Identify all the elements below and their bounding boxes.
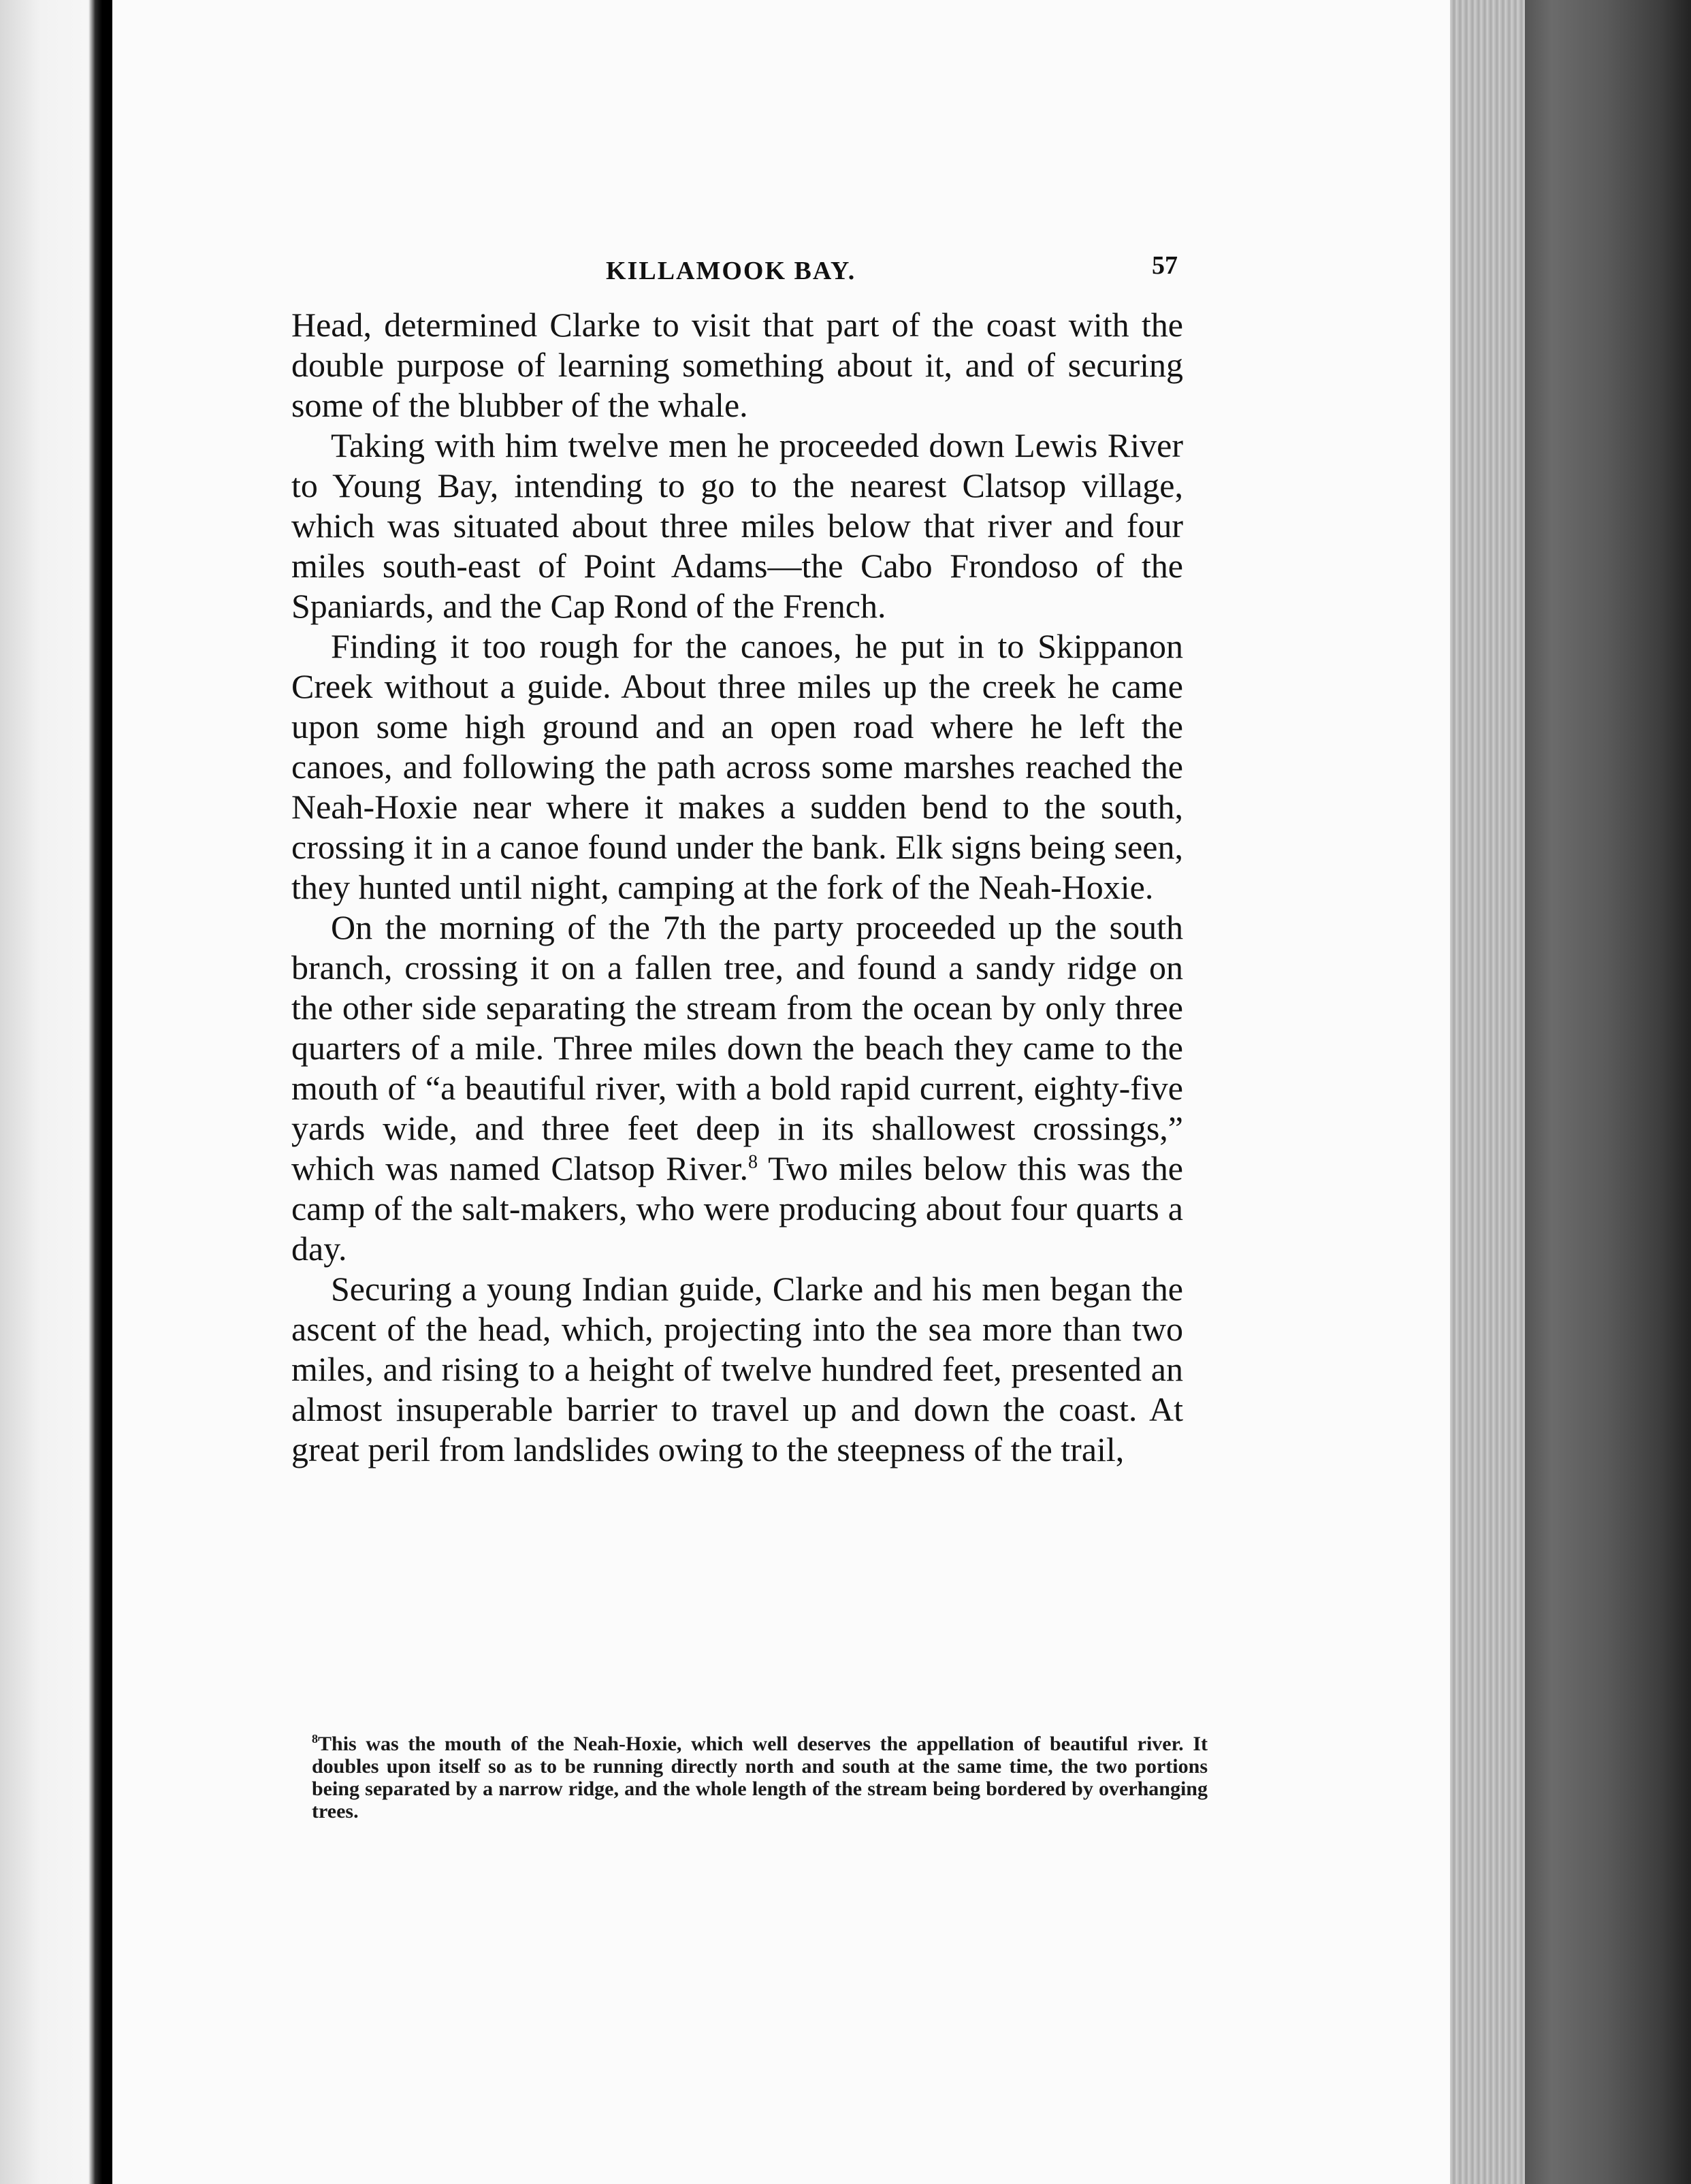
body-text [291,305,1183,1470]
facing-page-edge [0,0,102,2184]
paragraph-text: Two miles below this was the camp of the salt-makers, who were producing about four quarts a day. [291,1149,1184,1268]
paragraph: Finding it too rough for the canoes, he put in to Skippanon Creek without a guide. About three miles up the creek he came upon some high ground and an open road where he left the canoes, and following the path across some marshes reached the Neah-Hoxie near where it makes a sudden bend to the south, crossing it in a canoe found under the bank. Elk signs being seen, they hunted until night, camping at the fork of the Neah-Hoxie. [291,627,1183,906]
paragraph: Securing a young Indian guide, Clarke and his men began the ascent of the head, which, projecting into the sea more than two miles, and rising to a height of twelve hundred feet, presented an almost insuperable barrier to travel up and down the coast. At great peril from landslides owing to the steepness of the trail, [291,1270,1183,1468]
footnote-text: This was the mouth of the Neah-Hoxie, which well deserves the appellation of beautiful river. It doubles upon itself so as to be running directly north and south at the same time, the two portions being separated by a narrow ridge, and the whole length of the stream being bordered by overhanging trees. [312,1733,1208,1822]
footnote [312,1733,1208,1822]
paragraph: Taking with him twelve men he proceeded down Lewis River to Young Bay, intending to go to the nearest Clatsop village, which was situated about three miles below that river and four miles south-east of Point Adams—the Cabo Frondoso of the Spaniards, and the Cap Rond of the French. [291,426,1183,625]
running-head: KILLAMOOK BAY. [606,257,856,285]
page-header [293,251,1178,291]
book-cover-edge [1525,0,1691,2184]
page-number: 57 [1152,251,1178,280]
paragraph [291,908,1183,1269]
paragraph-text: On the morning of the 7th the party proceeded up the south branch, crossing it on a fallen tree, and found a sandy ridge on the other side separating the stream from the ocean by only three quarters of a mile. Three miles down the beach they came to the mouth of “a beautiful river, with a bold rapid current, eighty-five yards wide, and three feet deep in its shallowest crossings,” which was named Clatsop River. [291,908,1183,1187]
footnote-mark: 8 [312,1732,318,1746]
paragraph: Head, determined Clarke to visit that part of the coast with the double purpose of learning something about it, and of securing some of the blubber of the whale. [291,306,1183,424]
page-edges [1450,0,1525,2184]
footnote-reference: 8 [747,1151,758,1173]
